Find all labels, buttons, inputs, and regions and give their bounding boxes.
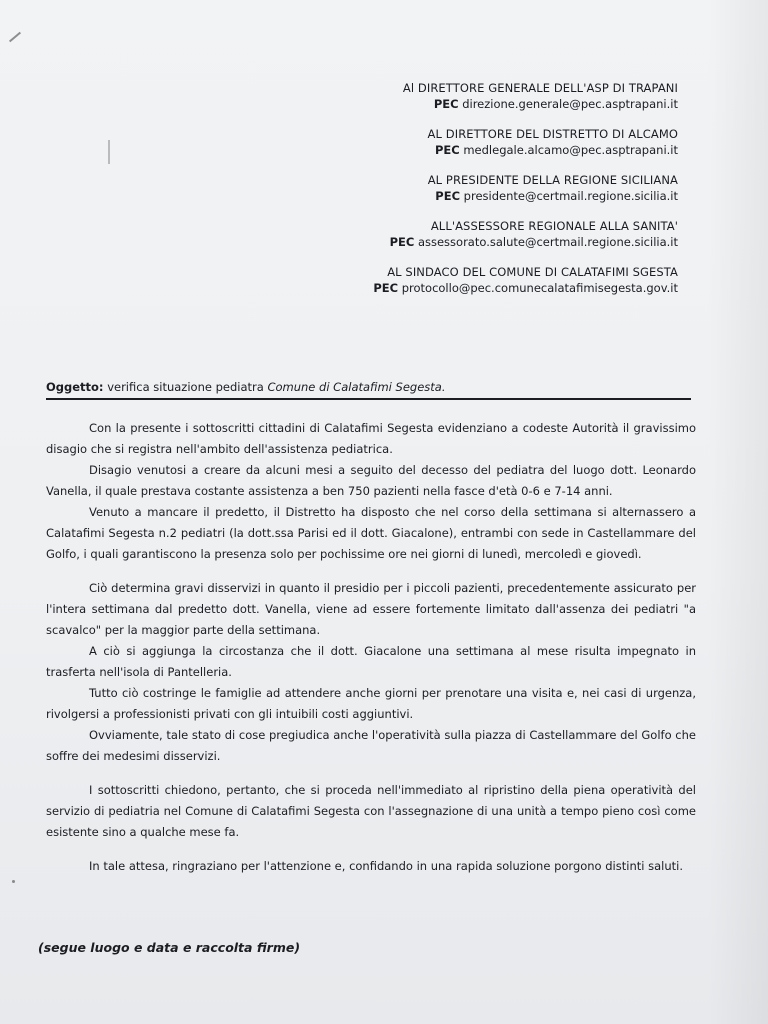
recipient-pec-line bbox=[278, 142, 678, 158]
body-paragraph: A ciò si aggiunga la circostanza che il dott. Giacalone una settimana al mese risulta impegnato in trasferta nell'isola di Pantelleria. bbox=[46, 644, 696, 679]
subject-text: verifica situazione pediatra bbox=[107, 380, 264, 394]
body-paragraph: I sottoscritti chiedono, pertanto, che si proceda nell'immediato al ripristino della piena operatività del servizio di pediatria nel Comune di Calatafimi Segesta con l'assegnazione di una unità a tempo pieno così come esistente sino a qualche mese fa. bbox=[46, 783, 696, 839]
pec-label: PEC bbox=[435, 189, 461, 203]
recipient-title: AL PRESIDENTE DELLA REGIONE SICILIANA bbox=[427, 173, 678, 187]
recipient-sindaco bbox=[278, 264, 678, 296]
recipient-pec-address: medlegale.alcamo@pec.asptrapani.it bbox=[463, 143, 678, 157]
pec-label: PEC bbox=[434, 143, 460, 157]
recipient-presidente-regione bbox=[278, 172, 678, 204]
recipient-pec-line bbox=[278, 188, 678, 204]
recipients-block bbox=[278, 80, 678, 310]
recipient-pec-line bbox=[278, 96, 678, 112]
subject-place: Comune di Calatafimi Segesta. bbox=[267, 380, 446, 394]
body-paragraph: Tutto ciò costringe le famiglie ad attendere anche giorni per prenotare una visita e, nei casi di urgenza, rivolgersi a professionisti privati con gli intuibili costi aggiuntivi. bbox=[46, 686, 696, 721]
recipient-title: AL DIRETTORE DEL DISTRETTO DI ALCAMO bbox=[427, 127, 678, 141]
pec-label: PEC bbox=[433, 97, 459, 111]
footer-note: (segue luogo e data e raccolta firme) bbox=[38, 940, 301, 955]
recipient-pec-address: protocollo@pec.comunecalatafimisegesta.gov.it bbox=[401, 281, 678, 295]
paper-mark bbox=[108, 140, 110, 164]
pec-label: PEC bbox=[373, 281, 399, 295]
subject-label: Oggetto: bbox=[46, 380, 104, 394]
recipient-asp-trapani bbox=[278, 80, 678, 112]
body-paragraph: Con la presente i sottoscritti cittadini di Calatafimi Segesta evidenziano a codeste Autorità il gravissimo disagio che si registra nell'ambito dell'assistenza pediatrica. bbox=[46, 421, 696, 456]
recipient-pec-address: assessorato.salute@certmail.regione.sicilia.it bbox=[417, 235, 678, 249]
recipient-pec-line bbox=[278, 280, 678, 296]
body-paragraph: Ciò determina gravi disservizi in quanto il presidio per i piccoli pazienti, precedentemente assicurato per l'intera settimana dal predetto dott. Vanella, viene ad essere fortemente limitato dall'assenza dei pediatri "a scavalco" per la maggior parte della settimana. bbox=[46, 581, 696, 637]
body-paragraph: Ovviamente, tale stato di cose pregiudica anche l'operatività sulla piazza di Castellammare del Golfo che soffre dei medesimi disservizi. bbox=[46, 728, 696, 763]
recipient-distretto-alcamo bbox=[278, 126, 678, 158]
body-paragraph: In tale attesa, ringraziano per l'attenzione e, confidando in una rapida soluzione porgono distinti saluti. bbox=[89, 859, 683, 873]
recipient-title: Al DIRETTORE GENERALE DELL'ASP DI TRAPANI bbox=[402, 81, 678, 95]
recipient-pec-line bbox=[278, 234, 678, 250]
subject-line bbox=[46, 380, 691, 400]
body-paragraph: Venuto a mancare il predetto, il Distretto ha disposto che nel corso della settimana si alternassero a Calatafimi Segesta n.2 pediatri (la dott.ssa Parisi ed il dott. Giacalone), entrambi con sede in Castellammare del Golfo, i quali garantiscono la presenza solo per pochissime ore nei giorni di lunedì, mercoledì e giovedì. bbox=[46, 505, 696, 561]
recipient-pec-address: presidente@certmail.regione.sicilia.it bbox=[463, 189, 678, 203]
paper-mark bbox=[12, 880, 15, 883]
recipient-assessore-sanita bbox=[278, 218, 678, 250]
body-paragraph: Disagio venutosi a creare da alcuni mesi a seguito del decesso del pediatra del luogo dott. Leonardo Vanella, il quale prestava costante assistenza a ben 750 pazienti nella fasce d'età 0-6 e 7-14 anni. bbox=[46, 463, 696, 498]
paper-mark bbox=[9, 32, 21, 43]
recipient-title: AL SINDACO DEL COMUNE DI CALATAFIMI SGESTA bbox=[387, 265, 678, 279]
pec-label: PEC bbox=[389, 235, 415, 249]
scan-shadow bbox=[708, 0, 768, 1024]
recipient-pec-address: direzione.generale@pec.asptrapani.it bbox=[462, 97, 678, 111]
recipient-title: ALL'ASSESSORE REGIONALE ALLA SANITA' bbox=[430, 219, 678, 233]
letter-body bbox=[46, 418, 696, 877]
